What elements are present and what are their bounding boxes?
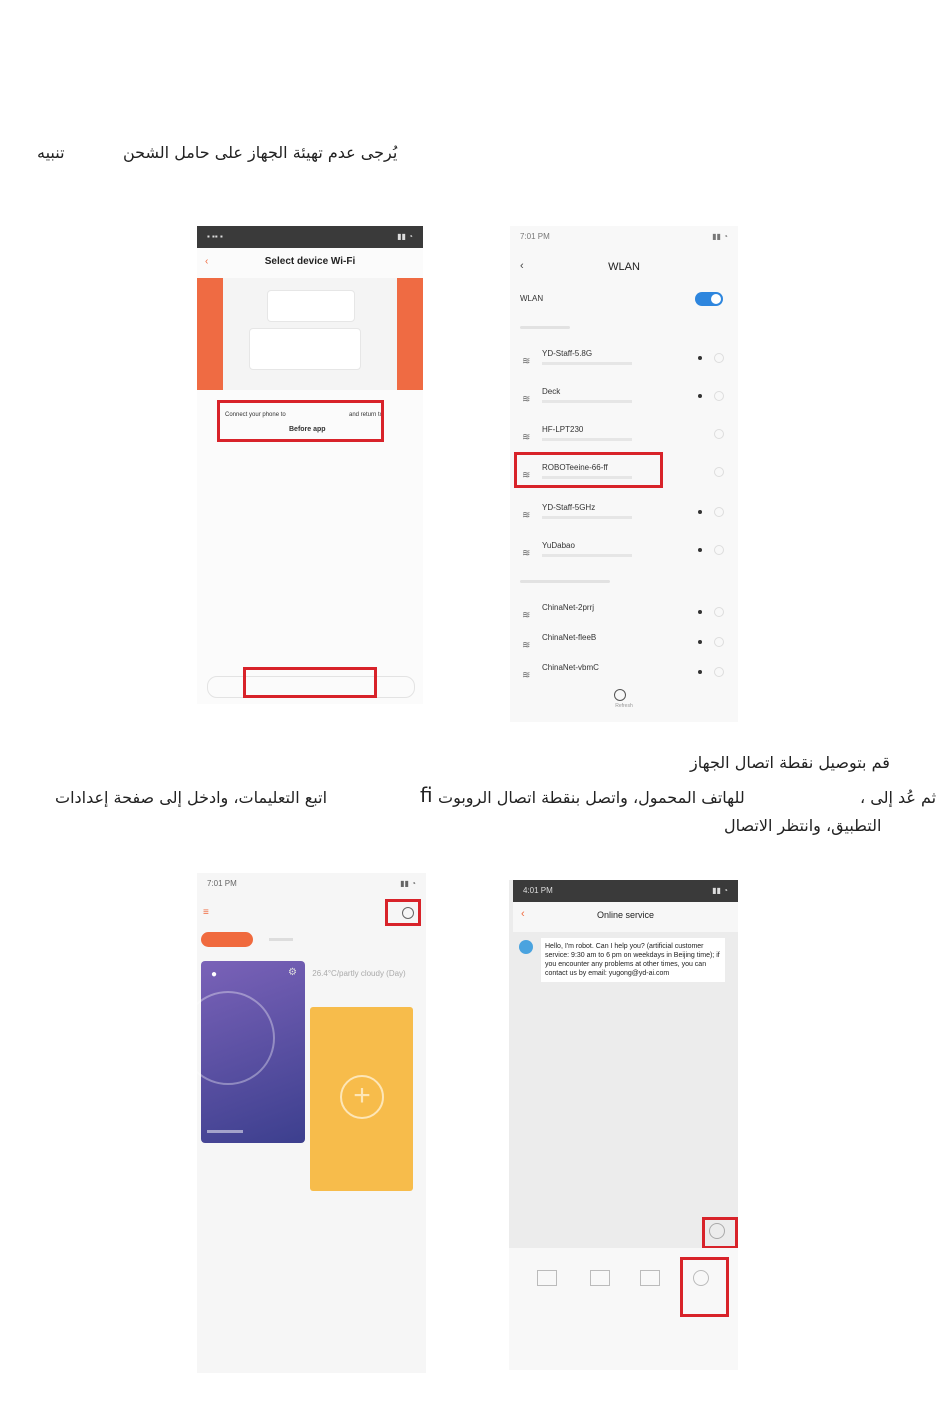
wifi-icon: ≋ [522, 394, 531, 405]
tab-active[interactable] [201, 932, 253, 947]
section-heading [520, 326, 570, 329]
button-highlight [243, 667, 377, 698]
section-heading [520, 580, 610, 583]
photo-icon[interactable] [537, 1270, 557, 1286]
instruction-line-3: التطبيق، وانتظر الاتصال [724, 816, 882, 835]
prompt-highlight [217, 400, 384, 442]
robot-network-highlight [514, 452, 663, 488]
menu-icon[interactable]: ≡ [203, 907, 209, 918]
user-icon: ● [211, 969, 218, 980]
phone-service [509, 880, 738, 1370]
image-icon[interactable] [590, 1270, 610, 1286]
refresh-label: Refresh [615, 703, 633, 709]
phone-select-wifi [197, 226, 423, 704]
phone-home [197, 873, 426, 1373]
instruction-line-2-glyph: ﬁ [420, 783, 433, 807]
list-item[interactable]: ≋ YuDabao [510, 536, 738, 572]
left-orange-band [197, 278, 223, 390]
send-highlight [702, 1217, 738, 1249]
bot-avatar [519, 940, 533, 954]
page-title: Select device Wi-Fi [264, 256, 356, 267]
notice-label: تنبيه [37, 143, 65, 162]
tab-inactive[interactable] [269, 938, 293, 941]
wlan-toggle[interactable] [695, 292, 723, 306]
instruction-line-2-mid: للهاتف المحمول، واتصل بنقطة اتصال الروبوت [438, 788, 745, 807]
instruction-line-2-right: ، ثم عُد إلى [860, 788, 937, 807]
back-icon[interactable]: ‹ [521, 908, 525, 920]
weather-text: 26.4°C/partly cloudy (Day) [312, 969, 406, 978]
notice-text: يُرجى عدم تهيئة الجهاز على حامل الشحن [123, 143, 398, 162]
robot-card[interactable] [201, 961, 305, 1143]
robot-image [197, 991, 275, 1085]
phone-wlan [510, 226, 738, 722]
list-item[interactable]: ≋ ChinaNet-vbmC [510, 658, 738, 694]
plus-icon[interactable]: + [340, 1075, 384, 1119]
wifi-icon: ≋ [522, 548, 531, 559]
header-bar [513, 902, 738, 932]
wifi-icon: ≋ [522, 356, 531, 367]
wifi-icon: ≋ [522, 432, 531, 443]
instruction-line-2-left: اتبع التعليمات، وادخل إلى صفحة إعدادات [55, 788, 328, 807]
refresh-icon[interactable] [614, 689, 626, 701]
page-title: WLAN [608, 261, 640, 273]
status-bar: 4:01 PM ▮▮ ◔ [513, 880, 738, 902]
wifi-icon: ≋ [522, 510, 531, 521]
wifi-icon: ≋ [522, 640, 531, 651]
right-orange-band [397, 278, 423, 390]
gear-icon[interactable]: ⚙ [288, 967, 297, 978]
back-icon[interactable]: ‹ [520, 260, 524, 272]
list-item[interactable]: ≋ YD-Staff-5GHz [510, 498, 738, 534]
back-icon[interactable]: ‹ [205, 256, 209, 267]
list-item[interactable]: ≋ ChinaNet-2prrj [510, 598, 738, 634]
list-item[interactable]: ≋ YD-Staff-5.8G [510, 344, 738, 380]
wlan-toggle-label: WLAN [520, 294, 544, 303]
connect-prompt: Connect your phone to and return to Before app [225, 412, 384, 433]
status-bar: 7:01 PM ▮▮ ◔ [520, 232, 728, 241]
list-item[interactable]: ≋ ChinaNet-fleeB [510, 628, 738, 664]
add-device-card[interactable] [310, 1007, 413, 1191]
settings-illustration [223, 278, 397, 390]
list-item[interactable]: ≋ Deck [510, 382, 738, 418]
video-icon[interactable] [640, 1270, 660, 1286]
wifi-icon: ≋ [522, 670, 531, 681]
status-bar: ▪ ▪▪ ▪ ▮▮ ◔ [197, 226, 423, 248]
service-button-highlight [680, 1257, 729, 1317]
instruction-line-1: قم بتوصيل نقطة اتصال الجهاز [690, 753, 890, 772]
wifi-icon: ≋ [522, 470, 531, 481]
status-bar: 7:01 PM ▮▮ ◔ [207, 879, 416, 888]
list-item[interactable]: ≋ ROBOTeeine-66-ff [510, 458, 738, 494]
page-title: Online service [596, 910, 655, 920]
chat-bubble: Hello, I'm robot. Can I help you? (artificial customer service: 9:30 am to 6 pm on weekdays in Beijing time); if you encounter any problems at other times, you can contact us by email: yugong@yd-ai.com [541, 938, 725, 982]
wifi-icon: ≋ [522, 610, 531, 621]
list-item[interactable]: ≋ HF-LPT230 [510, 420, 738, 456]
service-icon-highlight [385, 899, 421, 926]
